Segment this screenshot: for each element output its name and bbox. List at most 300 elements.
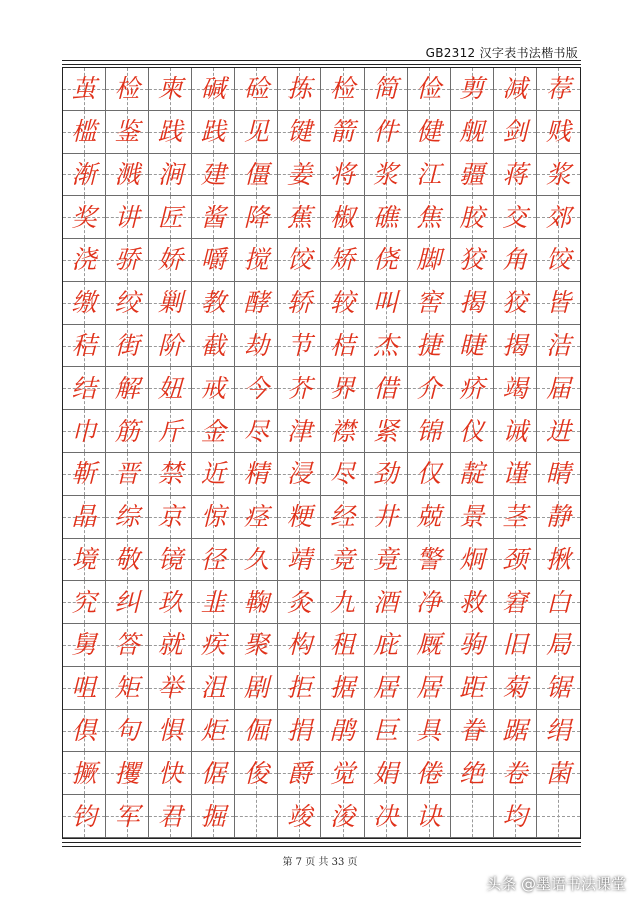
page-number: 第 7 页 共 33 页 [282,857,358,868]
header-rule-thick [62,60,581,61]
practice-character: 踞 [502,716,528,746]
practice-character: 晶 [71,502,97,532]
practice-character: 倔 [243,716,269,746]
practice-character: 僵 [243,159,269,189]
practice-character: 痉 [243,502,269,532]
practice-character: 金 [200,416,226,446]
practice-character: 旧 [502,630,528,660]
grid-cell [278,496,321,539]
grid-cell [494,111,537,154]
practice-character: 诫 [502,416,528,446]
grid-cell [192,68,235,111]
grid-cell [408,111,451,154]
grid-cell [149,68,192,111]
practice-character: 鹃 [330,716,356,746]
grid-cell [408,410,451,453]
grid-cell [192,111,235,154]
grid-cell [149,667,192,710]
grid-cell [365,795,408,838]
practice-character: 构 [286,630,312,660]
grid-cell [365,367,408,410]
practice-character: 界 [330,373,356,403]
grid-cell [537,239,580,282]
practice-character: 九 [330,587,356,617]
practice-character: 酒 [373,587,399,617]
grid-cell [106,667,149,710]
grid-cell [149,795,192,838]
grid-cell [365,410,408,453]
practice-character: 降 [243,202,269,232]
practice-character: 轿 [286,288,312,318]
grid-cell [537,453,580,496]
practice-character: 娇 [157,245,183,275]
grid-cell [408,367,451,410]
practice-character: 阶 [157,331,183,361]
grid-cell [494,752,537,795]
practice-character: 劲 [373,459,399,489]
footer-rule-thin [62,842,581,843]
practice-character: 斤 [157,416,183,446]
practice-character: 经 [330,502,356,532]
grid-cell [537,196,580,239]
grid-cell [106,239,149,282]
grid-cell [192,710,235,753]
grid-cell [278,795,321,838]
grid-cell [451,496,494,539]
practice-character: 狡 [502,288,528,318]
practice-character: 缴 [71,288,97,318]
practice-character: 剧 [243,673,269,703]
practice-character: 晋 [114,459,140,489]
grid-cell [537,752,580,795]
grid-cell [149,367,192,410]
practice-character: 荐 [545,74,571,104]
practice-character: 皆 [545,288,571,318]
practice-character: 军 [114,801,140,831]
grid-cell [451,624,494,667]
practice-character: 践 [200,117,226,147]
practice-character: 礁 [373,202,399,232]
practice-character: 舅 [71,630,97,660]
practice-character: 建 [200,159,226,189]
practice-character: 奖 [71,202,97,232]
grid-cell [537,581,580,624]
practice-character: 拣 [286,74,312,104]
grid-cell [365,196,408,239]
grid-cell [106,282,149,325]
practice-character: 见 [243,117,269,147]
practice-character: 结 [71,373,97,403]
practice-character: 据 [330,673,356,703]
grid-cell [63,196,106,239]
grid-cell [278,325,321,368]
grid-cell [321,624,364,667]
practice-character: 眷 [459,716,485,746]
practice-character: 拒 [286,673,312,703]
grid-cell [408,752,451,795]
grid-cell [278,539,321,582]
practice-character: 仅 [416,459,442,489]
grid-cell [494,196,537,239]
grid-cell [408,496,451,539]
grid-cell [192,325,235,368]
grid-cell [451,795,494,838]
practice-character: 综 [114,502,140,532]
grid-cell [106,111,149,154]
practice-character: 玖 [157,587,183,617]
grid-cell [321,410,364,453]
grid-cell [321,154,364,197]
grid-cell [235,710,278,753]
practice-character: 炯 [459,544,485,574]
practice-character: 靛 [459,459,485,489]
grid-cell [235,154,278,197]
practice-character: 竟 [373,544,399,574]
practice-character: 钧 [71,801,97,831]
header-rule-thin [62,64,581,65]
practice-character: 尽 [243,416,269,446]
practice-character: 决 [373,801,399,831]
grid-cell [106,196,149,239]
grid-cell [365,325,408,368]
practice-character: 句 [114,716,140,746]
practice-character: 咀 [71,673,97,703]
practice-character: 竭 [502,373,528,403]
grid-cell [321,239,364,282]
grid-cell [149,624,192,667]
grid-cell [278,367,321,410]
grid-cell [235,111,278,154]
grid-cell [451,581,494,624]
practice-character: 叫 [373,288,399,318]
practice-character: 秸 [71,331,97,361]
grid-cell [278,581,321,624]
practice-character: 节 [286,331,312,361]
practice-character: 蕉 [286,202,312,232]
practice-character: 解 [114,373,140,403]
practice-character: 浇 [71,245,97,275]
practice-character: 久 [243,544,269,574]
practice-character: 兢 [416,502,442,532]
grid-cell [63,367,106,410]
practice-character: 究 [71,587,97,617]
practice-character: 硷 [243,74,269,104]
grid-cell [63,68,106,111]
practice-character: 巨 [373,716,399,746]
grid-cell [106,325,149,368]
grid-cell [192,239,235,282]
grid-cell [235,581,278,624]
practice-character: 键 [286,117,312,147]
practice-character: 君 [157,801,183,831]
practice-character: 侥 [373,245,399,275]
grid-cell [192,752,235,795]
grid-cell [537,795,580,838]
practice-character: 茎 [502,502,528,532]
practice-character: 介 [416,373,442,403]
grid-cell [451,282,494,325]
grid-cell [235,624,278,667]
grid-cell [451,367,494,410]
practice-character: 郊 [545,202,571,232]
practice-sheet [62,67,581,839]
grid-cell [321,68,364,111]
grid-cell [235,367,278,410]
practice-character: 庇 [373,630,399,660]
grid-cell [278,196,321,239]
grid-cell [321,710,364,753]
grid-cell [192,496,235,539]
practice-character: 桔 [330,331,356,361]
grid-cell [278,239,321,282]
practice-character: 江 [416,159,442,189]
practice-character: 距 [459,673,485,703]
grid-cell [321,453,364,496]
grid-cell [408,795,451,838]
grid-cell [365,539,408,582]
grid-cell [494,539,537,582]
grid-cell [149,325,192,368]
grid-cell [365,239,408,282]
practice-character: 境 [71,544,97,574]
grid-cell [63,154,106,197]
practice-character: 嚼 [200,245,226,275]
practice-character: 检 [330,74,356,104]
practice-character: 驹 [459,630,485,660]
grid-cell [408,710,451,753]
practice-character: 碱 [200,74,226,104]
grid-cell [278,624,321,667]
grid-cell [365,581,408,624]
grid-cell [63,496,106,539]
practice-character: 快 [157,758,183,788]
grid-cell [192,196,235,239]
grid-cell [106,68,149,111]
grid-cell [365,710,408,753]
practice-character: 粳 [286,502,312,532]
practice-character: 较 [330,288,356,318]
grid-cell [365,752,408,795]
practice-character: 教 [200,288,226,318]
practice-character: 竣 [286,801,312,831]
practice-character: 讲 [114,202,140,232]
grid-cell [365,496,408,539]
grid-cell [537,154,580,197]
grid-cell [451,68,494,111]
grid-cell [278,710,321,753]
grid-cell [451,539,494,582]
grid-cell [149,710,192,753]
grid-cell [192,624,235,667]
grid-cell [321,496,364,539]
practice-character: 俭 [416,74,442,104]
grid-cell [494,710,537,753]
practice-character: 静 [545,502,571,532]
grid-cell [106,367,149,410]
grid-cell [63,624,106,667]
grid-cell [63,453,106,496]
grid-cell [192,282,235,325]
grid-cell [235,68,278,111]
practice-character: 妞 [157,373,183,403]
grid-cell [149,282,192,325]
grid-cell [63,752,106,795]
practice-character: 局 [545,630,571,660]
grid-cell [537,539,580,582]
practice-character: 芥 [286,373,312,403]
practice-character: 紧 [373,416,399,446]
grid-cell [192,795,235,838]
practice-character: 津 [286,416,312,446]
practice-character: 骄 [114,245,140,275]
practice-character: 鉴 [114,117,140,147]
practice-character: 捷 [416,331,442,361]
grid-cell [537,282,580,325]
grid-cell [321,367,364,410]
grid-cell [494,68,537,111]
grid-cell [321,581,364,624]
practice-character: 就 [157,630,183,660]
grid-cell [321,667,364,710]
practice-character: 杰 [373,331,399,361]
practice-character: 件 [373,117,399,147]
grid-cell [494,453,537,496]
grid-cell [451,325,494,368]
grid-cell [408,239,451,282]
practice-character: 酵 [243,288,269,318]
practice-character: 蒋 [502,159,528,189]
grid-cell [537,624,580,667]
practice-character: 谨 [502,459,528,489]
practice-character: 疥 [459,373,485,403]
practice-character: 精 [243,459,269,489]
practice-character: 诀 [416,801,442,831]
practice-character: 姜 [286,159,312,189]
practice-character: 窘 [502,587,528,617]
practice-character: 净 [416,587,442,617]
grid-cell [494,795,537,838]
practice-character: 靳 [71,459,97,489]
practice-character: 揪 [545,544,571,574]
practice-character: 均 [502,801,528,831]
grid-cell [149,154,192,197]
practice-character: 救 [459,587,485,617]
grid-cell [192,581,235,624]
practice-character: 镜 [157,544,183,574]
grid-cell [106,410,149,453]
practice-character: 洁 [545,331,571,361]
grid-cell [408,196,451,239]
grid-cell [537,410,580,453]
grid-cell [63,795,106,838]
grid-cell [321,196,364,239]
practice-character: 锯 [545,673,571,703]
practice-character: 狡 [459,245,485,275]
grid-cell [235,196,278,239]
grid-cell [106,795,149,838]
grid-cell [408,282,451,325]
grid-cell [192,410,235,453]
practice-character: 健 [416,117,442,147]
grid-cell [321,752,364,795]
practice-character: 具 [416,716,442,746]
practice-character: 径 [200,544,226,574]
grid-cell [149,496,192,539]
grid-cell [278,410,321,453]
grid-cell [278,154,321,197]
practice-character: 矩 [114,673,140,703]
grid-cell [63,410,106,453]
grid-cell [192,539,235,582]
practice-character: 简 [373,74,399,104]
grid-cell [149,453,192,496]
grid-cell [537,325,580,368]
practice-character: 锦 [416,416,442,446]
practice-character: 倦 [416,758,442,788]
grid-cell [106,496,149,539]
watermark: 头条 @墨语书法课堂 [486,875,626,893]
practice-character: 饺 [545,245,571,275]
practice-character: 窖 [416,288,442,318]
grid-cell [408,667,451,710]
practice-character: 仪 [459,416,485,446]
grid-cell [192,367,235,410]
grid-cell [494,282,537,325]
practice-character: 交 [502,202,528,232]
grid-cell [149,410,192,453]
practice-character: 聚 [243,630,269,660]
practice-character: 茧 [71,74,97,104]
practice-character: 倨 [200,758,226,788]
practice-character: 襟 [330,416,356,446]
grid-cell [494,581,537,624]
practice-character: 劫 [243,331,269,361]
practice-character: 角 [502,245,528,275]
practice-character: 搅 [243,245,269,275]
grid-cell [235,410,278,453]
grid-cell [63,111,106,154]
practice-character: 娟 [373,758,399,788]
practice-character: 匠 [157,202,183,232]
grid-cell [451,111,494,154]
practice-character: 饺 [286,245,312,275]
grid-cell [192,453,235,496]
grid-cell [408,325,451,368]
practice-character: 白 [545,587,571,617]
practice-character: 剿 [157,288,183,318]
grid-cell [494,367,537,410]
grid-cell [63,667,106,710]
practice-character: 剑 [502,117,528,147]
grid-cell [365,282,408,325]
grid-cell [494,154,537,197]
practice-character: 颈 [502,544,528,574]
grid-cell [235,325,278,368]
practice-character: 进 [545,416,571,446]
grid-cell [408,68,451,111]
grid-cell [192,154,235,197]
grid-cell [235,496,278,539]
grid-cell [321,111,364,154]
grid-cell [63,539,106,582]
practice-character: 浚 [330,801,356,831]
grid-cell [537,367,580,410]
grid-cell [235,282,278,325]
practice-character: 靖 [286,544,312,574]
practice-character: 京 [157,502,183,532]
practice-character: 菌 [545,758,571,788]
practice-character: 灸 [286,587,312,617]
